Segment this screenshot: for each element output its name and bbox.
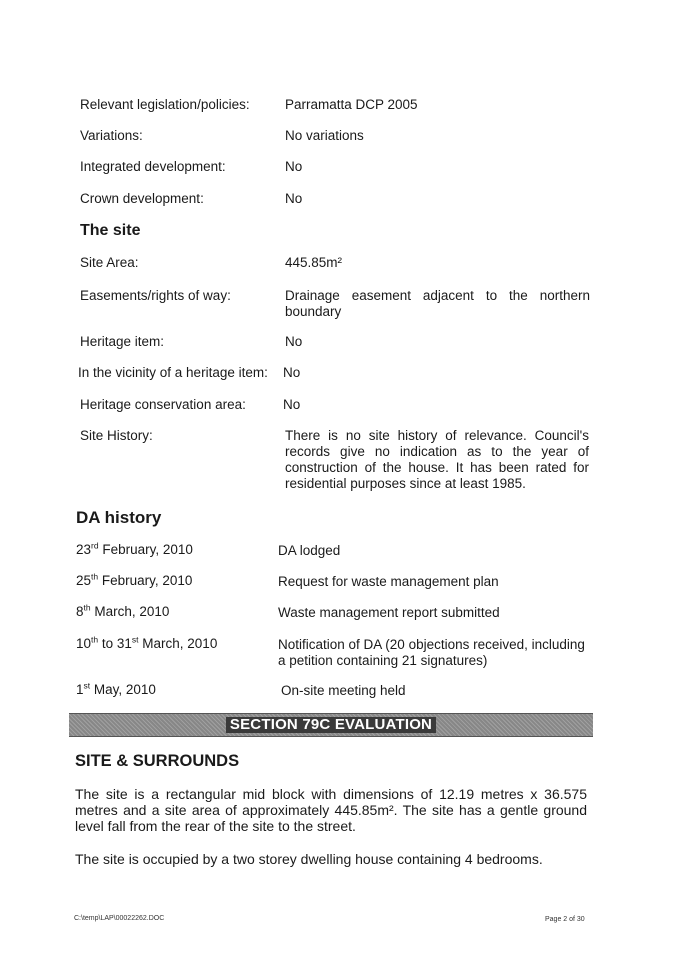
site-area-label: Site Area: (80, 255, 139, 270)
da-history-heading: DA history (76, 508, 162, 527)
section-banner (69, 713, 593, 737)
crown-label: Crown development: (80, 191, 204, 206)
heritage-vicinity-label: In the vicinity of a heritage item: (78, 365, 268, 380)
legislation-value: Parramatta DCP 2005 (285, 97, 418, 112)
variations-value: No variations (285, 128, 364, 143)
footer-page-number: Page 2 of 30 (545, 916, 585, 923)
da-date-row-1: 23rd February, 2010 (76, 540, 193, 557)
conservation-area-label: Heritage conservation area: (80, 397, 246, 412)
site-history-label: Site History: (80, 428, 153, 443)
conservation-area-value: No (283, 397, 301, 412)
variations-label: Variations: (80, 128, 143, 143)
site-area-value: 445.85m² (285, 255, 343, 270)
surrounds-heading: SITE & SURROUNDS (75, 752, 240, 770)
da-event-row-3: Waste management report submitted (278, 605, 500, 620)
da-date-row-3: 8th March, 2010 (76, 602, 170, 619)
da-date-row-5: 1st May, 2010 (76, 680, 156, 697)
da-event-row-5: On-site meeting held (281, 683, 406, 698)
legislation-label: Relevant legislation/policies: (80, 97, 250, 112)
footer-file-path: C:\temp\LAP\00022262.DOC (74, 915, 165, 922)
integrated-value: No (285, 159, 303, 174)
heritage-item-value: No (285, 334, 303, 349)
crown-value: No (285, 191, 303, 206)
da-event-row-4: Notification of DA (20 objections received, including a petition containing 21 signatures) (278, 637, 585, 668)
da-date-row-4: 10th to 31st March, 2010 (76, 634, 218, 651)
easement-label: Easements/rights of way: (80, 288, 231, 303)
da-date-row-2: 25th February, 2010 (76, 571, 193, 588)
section-banner-title: SECTION 79C EVALUATION (226, 717, 436, 733)
surrounds-paragraph-1: The site is a rectangular mid block with dimensions of 12.19 metres x 36.575 metres and a site area of approximately 445.85m². The site has a gentle ground level fall from the rear of the site to the street. (75, 786, 587, 834)
site-heading: The site (80, 222, 141, 239)
da-event-row-1: DA lodged (278, 543, 341, 558)
heritage-vicinity-value: No (283, 365, 301, 380)
integrated-label: Integrated development: (80, 159, 226, 174)
heritage-item-label: Heritage item: (80, 334, 165, 349)
surrounds-paragraph-2: The site is occupied by a two storey dwelling house containing 4 bedrooms. (75, 851, 543, 867)
da-event-row-2: Request for waste management plan (278, 574, 499, 589)
easement-value: Drainage easement adjacent to the northern boundary (285, 288, 590, 319)
site-history-value: There is no site history of relevance. Council's records give no indication as to the year of construction of the house. It has been rated for residential purposes since at least 1985. (285, 428, 589, 491)
